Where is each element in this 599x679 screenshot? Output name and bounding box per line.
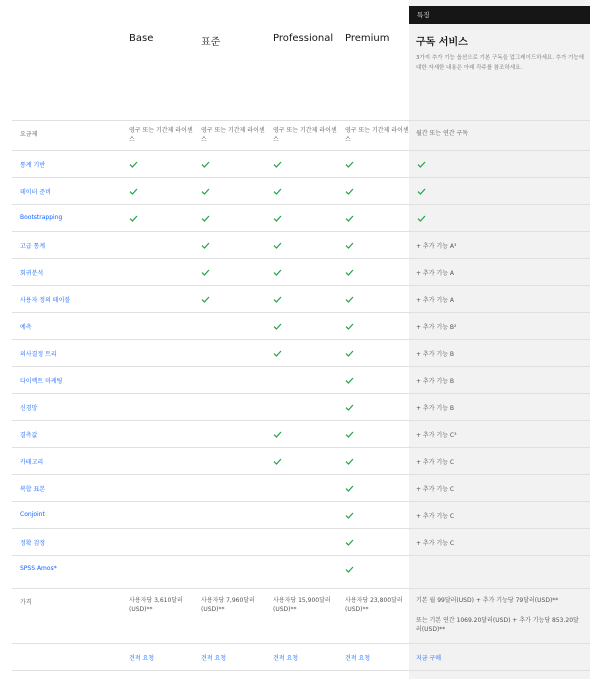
check-icon [345,485,354,492]
check-icon [273,431,282,438]
addon-label: + 추가 기능 B [416,378,455,385]
addon-label: + 추가 기능 A³ [416,243,457,250]
check-icon [345,350,354,357]
check-icon [273,188,282,195]
check-icon [273,215,282,222]
check-icon [345,566,354,573]
check-icon [201,161,210,168]
check-icon [201,188,210,195]
quote-link-premium[interactable]: 견적 요청 [345,655,371,662]
quote-link-professional[interactable]: 견적 요청 [273,655,299,662]
check-icon [345,458,354,465]
license-professional: 영구 또는 기간제 라이센스 [273,127,337,143]
check-icon [345,161,354,168]
check-icon [273,161,282,168]
row-divider [12,231,590,232]
check-icon [417,161,426,168]
addon-label: + 추가 기능 B² [416,324,457,331]
row-divider [12,670,590,671]
addon-label: + 추가 기능 C³ [416,432,457,439]
price-label: 가격 [20,599,32,606]
check-icon [201,242,210,249]
feature-label[interactable]: 데이터 준비 [20,189,51,196]
check-icon [345,404,354,411]
price-subscription-monthly: 기본 월 99달러(USD) + 추가 기능당 79달러(USD)** [416,597,559,604]
check-icon [273,350,282,357]
feature-label[interactable]: 다이렉트 마케팅 [20,378,63,385]
check-icon [273,269,282,276]
feature-label[interactable]: 예측 [20,324,32,331]
row-divider [12,339,590,340]
feature-label[interactable]: SPSS Amos* [20,565,57,572]
check-icon [201,296,210,303]
addon-label: + 추가 기능 C [416,513,455,520]
feature-label[interactable]: 사용자 정의 테이블 [20,297,71,304]
check-icon [345,188,354,195]
addon-label: + 추가 기능 A [416,270,455,277]
feature-label[interactable]: 결측값 [20,432,38,439]
check-icon [129,161,138,168]
plan-header-subscription: 구독 서비스 [416,37,468,48]
price-subscription-yearly: 또는 기본 연간 1069.20달러(USD) + 추가 기능당 853.20달러(USD)** [416,617,579,633]
feature-label[interactable]: 정확 검정 [20,540,46,547]
feature-label[interactable]: Conjoint [20,511,45,518]
check-icon [273,242,282,249]
row-divider [12,447,590,448]
quote-link-base[interactable]: 견적 요청 [129,655,155,662]
row-divider [12,528,590,529]
row-divider [12,204,590,205]
featured-badge: 특징 [409,6,590,24]
row-divider [12,501,590,502]
row-divider [12,474,590,475]
check-icon [129,215,138,222]
check-icon [345,377,354,384]
feature-label[interactable]: 통계 기반 [20,162,46,169]
addon-label: + 추가 기능 C [416,459,455,466]
row-divider [12,555,590,556]
license-standard: 영구 또는 기간제 라이센스 [201,127,265,143]
row-divider [12,150,590,151]
feature-label[interactable]: 신경망 [20,405,38,412]
addon-label: + 추가 기능 A [416,297,455,304]
check-icon [273,296,282,303]
price-standard: 사용자당 7,960달러(USD)** [201,597,255,613]
check-icon [417,188,426,195]
row-divider [12,366,590,367]
addon-label: + 추가 기능 C [416,540,455,547]
row-divider [12,420,590,421]
row-divider [12,312,590,313]
price-professional: 사용자당 15,900달러(USD)** [273,597,331,613]
check-icon [345,215,354,222]
addon-label: + 추가 기능 C [416,486,455,493]
check-icon [417,215,426,222]
feature-label[interactable]: 고급 통계 [20,243,46,250]
row-divider [12,643,590,644]
row-divider [12,285,590,286]
check-icon [345,539,354,546]
row-divider [12,120,590,121]
license-label: 요금제 [20,131,38,138]
row-divider [12,177,590,178]
license-base: 영구 또는 기간제 라이센스 [129,127,193,143]
row-divider [12,588,590,589]
price-premium: 사용자당 23,800달러(USD)** [345,597,403,613]
check-icon [129,188,138,195]
plan-header-base: Base [129,33,154,44]
check-icon [273,323,282,330]
feature-label[interactable]: Bootstrapping [20,214,63,221]
row-divider [12,258,590,259]
license-premium: 영구 또는 기간제 라이센스 [345,127,409,143]
check-icon [345,431,354,438]
buy-now-link[interactable]: 지금 구매 [416,655,442,662]
check-icon [345,269,354,276]
feature-label[interactable]: 복합 표본 [20,486,46,493]
row-divider [12,393,590,394]
feature-label[interactable]: 의사결정 트리 [20,351,57,358]
check-icon [345,323,354,330]
plan-header-professional: Professional [273,33,334,44]
addon-label: + 추가 기능 B [416,351,455,358]
check-icon [201,269,210,276]
plan-header-standard: 표준 [201,37,221,48]
check-icon [345,242,354,249]
check-icon [201,215,210,222]
feature-label[interactable]: 회귀분석 [20,270,44,277]
check-icon [345,296,354,303]
check-icon [273,458,282,465]
plan-header-premium: Premium [345,33,390,44]
quote-link-standard[interactable]: 견적 요청 [201,655,227,662]
feature-label[interactable]: 카테고리 [20,459,44,466]
license-subscription: 월간 또는 연간 구독 [416,130,469,137]
price-base: 사용자당 3,610달러(USD)** [129,597,183,613]
subscription-description: 3가지 추가 기능 옵션으로 기본 구독을 업그레이드하세요. 추가 기능에 대한 자세한 내용은 아래 각주를 참조하세요. [416,55,585,71]
addon-label: + 추가 기능 B [416,405,455,412]
check-icon [345,512,354,519]
